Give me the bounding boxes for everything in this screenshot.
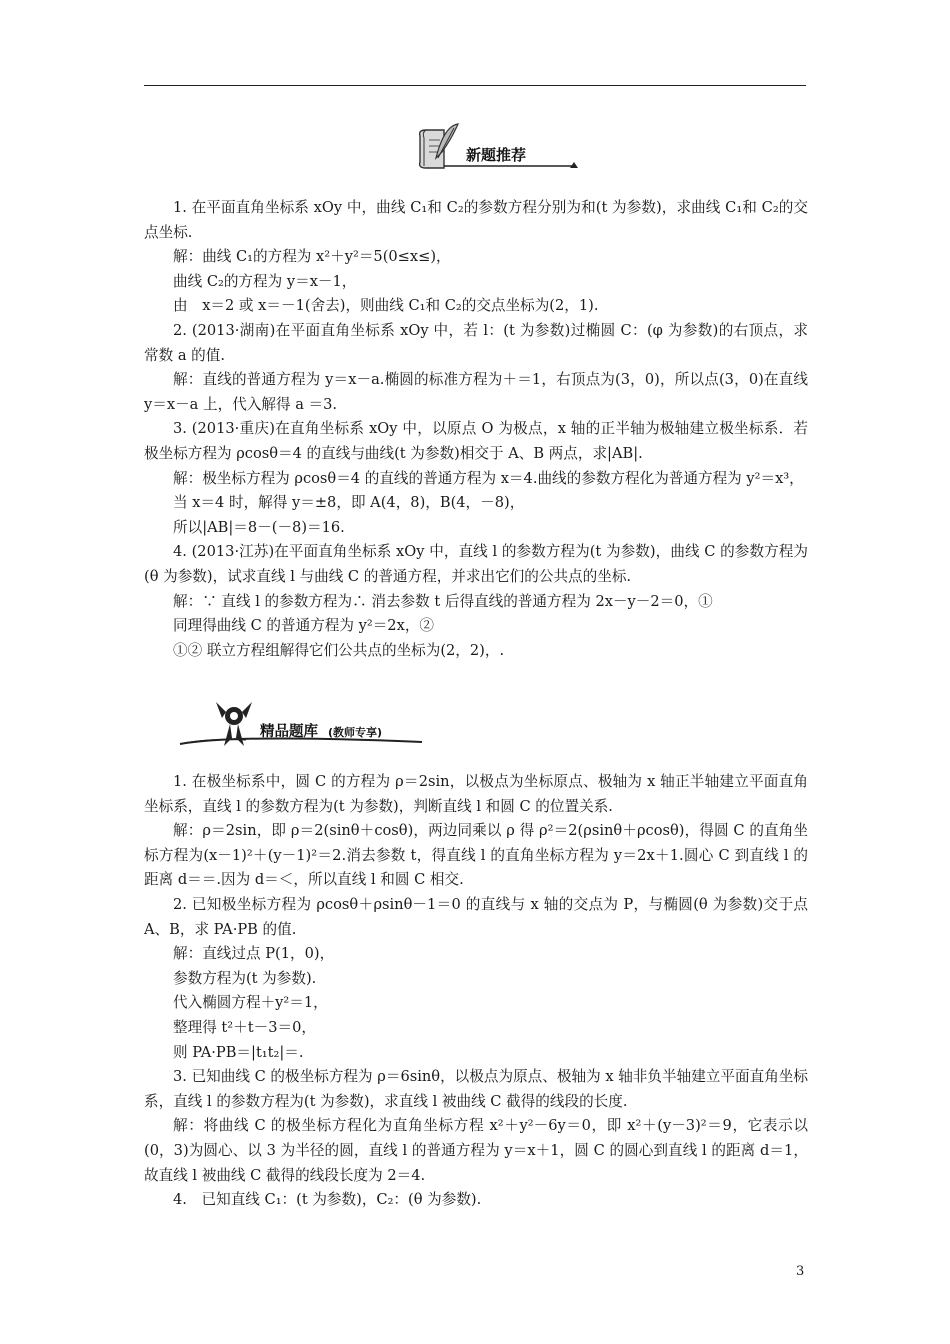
paragraph: 参数方程为(t 为参数). [173,969,317,987]
paragraph: ①② 联立方程组解得它们公共点的坐标为(2，2)，. [173,641,505,659]
paragraph: 2. 已知极坐标方程为 ρcosθ＋ρsinθ－1＝0 的直线与 x 轴的交点为 P，与椭圆(θ 为参数)交于点 A、B，求 PA·PB 的值. [144,895,808,938]
banner-subtitle: (教师专享) [328,726,383,739]
paragraph: 同理得曲线 C 的普通方程为 y²＝2x，② [173,617,435,635]
header-rule [144,85,806,86]
paragraph: 解：直线的普通方程为 y＝x－a.椭圆的标准方程为＋＝1，右顶点为(3，0)，所以点(3，0)在直线 y＝x－a 上，代入解得 a ＝3. [144,371,808,413]
premium-bank-banner [176,698,426,754]
paragraph: 4. 已知直线 C₁：(t 为参数)，C₂：(θ 为参数). [173,1191,482,1209]
paragraph: 代入椭圆方程＋y²＝1， [173,994,328,1012]
paragraph: 3. (2013·重庆)在直角坐标系 xOy 中，以原点 O 为极点，x 轴的正半轴为极轴建立极坐标系．若极坐标方程为 ρcosθ＝4 的直线与曲线(t 为参数)相交于 A、B 两点，求|AB|. [144,420,808,462]
page-number: 3 [796,1264,805,1279]
paragraph: 则 PA·PB＝|t₁t₂|＝. [173,1043,304,1061]
paragraph: 解：极坐标方程为 ρcosθ＝4 的直线的普通方程为 x＝4.曲线的参数方程化为普通方程为 y²＝x³， [173,469,804,487]
banner-title: 精品题库 [260,724,318,740]
paragraph: 解：直线过点 P(1，0)， [173,945,335,963]
paragraph: 1. 在极坐标系中，圆 C 的方程为 ρ＝2sin，以极点为坐标原点、极轴为 x 轴正半轴建立平面直角坐标系，直线 l 的参数方程为(t 为参数)，判断直线 l 和圆 C 的位置关系. [144,773,808,815]
new-questions-section [144,196,808,663]
paragraph: 解：ρ＝2sin，即 ρ＝2(sinθ＋cosθ)，两边同乘以 ρ 得 ρ²＝2(ρsinθ＋ρcosθ)，得圆 C 的直角坐标方程为(x－1)²＋(y－1)²＝2.消去参数 t，得直线 l 的直角坐标方程为 y＝2x＋1.圆心 C 到直线 l 的距离 d＝＝.因为 d＝＜，所以直线 l 和圆 C 相交. [144,822,808,889]
paragraph: 解：曲线 C₁的方程为 x²＋y²＝5(0≤x≤)， [173,248,451,266]
premium-bank-section [144,770,808,1213]
paragraph: 4. (2013·江苏)在平面直角坐标系 xOy 中，直线 l 的参数方程为(t 为参数)，曲线 C 的参数方程为(θ 为参数)，试求直线 l 与曲线 C 的普通方程，并求出它们的公共点的坐标. [144,543,808,585]
paragraph: 当 x＝4 时，解得 y＝±8，即 A(4，8)，B(4，－8)， [173,494,525,512]
banner-title: 新题推荐 [466,146,527,164]
paragraph: 3. 已知曲线 C 的极坐标方程为 ρ＝6sinθ，以极点为原点、极轴为 x 轴非负半轴建立平面直角坐标系，直线 l 的参数方程为(t 为参数)，求直线 l 被曲线 C 截得的线段的长度. [144,1068,808,1110]
paragraph: 曲线 C₂的方程为 y＝x－1， [173,272,357,290]
paragraph: 2. (2013·湖南)在平面直角坐标系 xOy 中，若 l：(t 为参数)过椭圆 C：(φ 为参数)的右顶点，求常数 a 的值. [144,321,808,364]
paragraph: 解：将曲线 C 的极坐标方程化为直角坐标方程 x²＋y²－6y＝0，即 x²＋(y－3)²＝9，它表示以(0，3)为圆心、以 3 为半径的圆，直线 l 的普通方程为 y＝x＋1，圆 C 的圆心到直线 l 的距离 d＝1，故直线 l 被曲线 C 截得的线段长度为 2＝4. [144,1117,808,1184]
paragraph: 整理得 t²＋t－3＝0， [173,1018,316,1036]
paragraph: 所以|AB|＝8－(－8)＝16. [173,518,345,536]
paragraph: 1. 在平面直角坐标系 xOy 中，曲线 C₁和 C₂的参数方程分别为和(t 为参数)，求曲线 C₁和 C₂的交点坐标. [144,199,808,241]
paragraph: 解：∵ 直线 l 的参数方程为∴ 消去参数 t 后得直线的普通方程为 2x－y－2＝0，① [173,592,713,610]
scroll-quill-icon [420,124,458,168]
paragraph: 由 x＝2 或 x＝－1(舍去)，则曲线 C₁和 C₂的交点坐标为(2，1). [173,297,599,315]
new-questions-banner [414,122,579,182]
